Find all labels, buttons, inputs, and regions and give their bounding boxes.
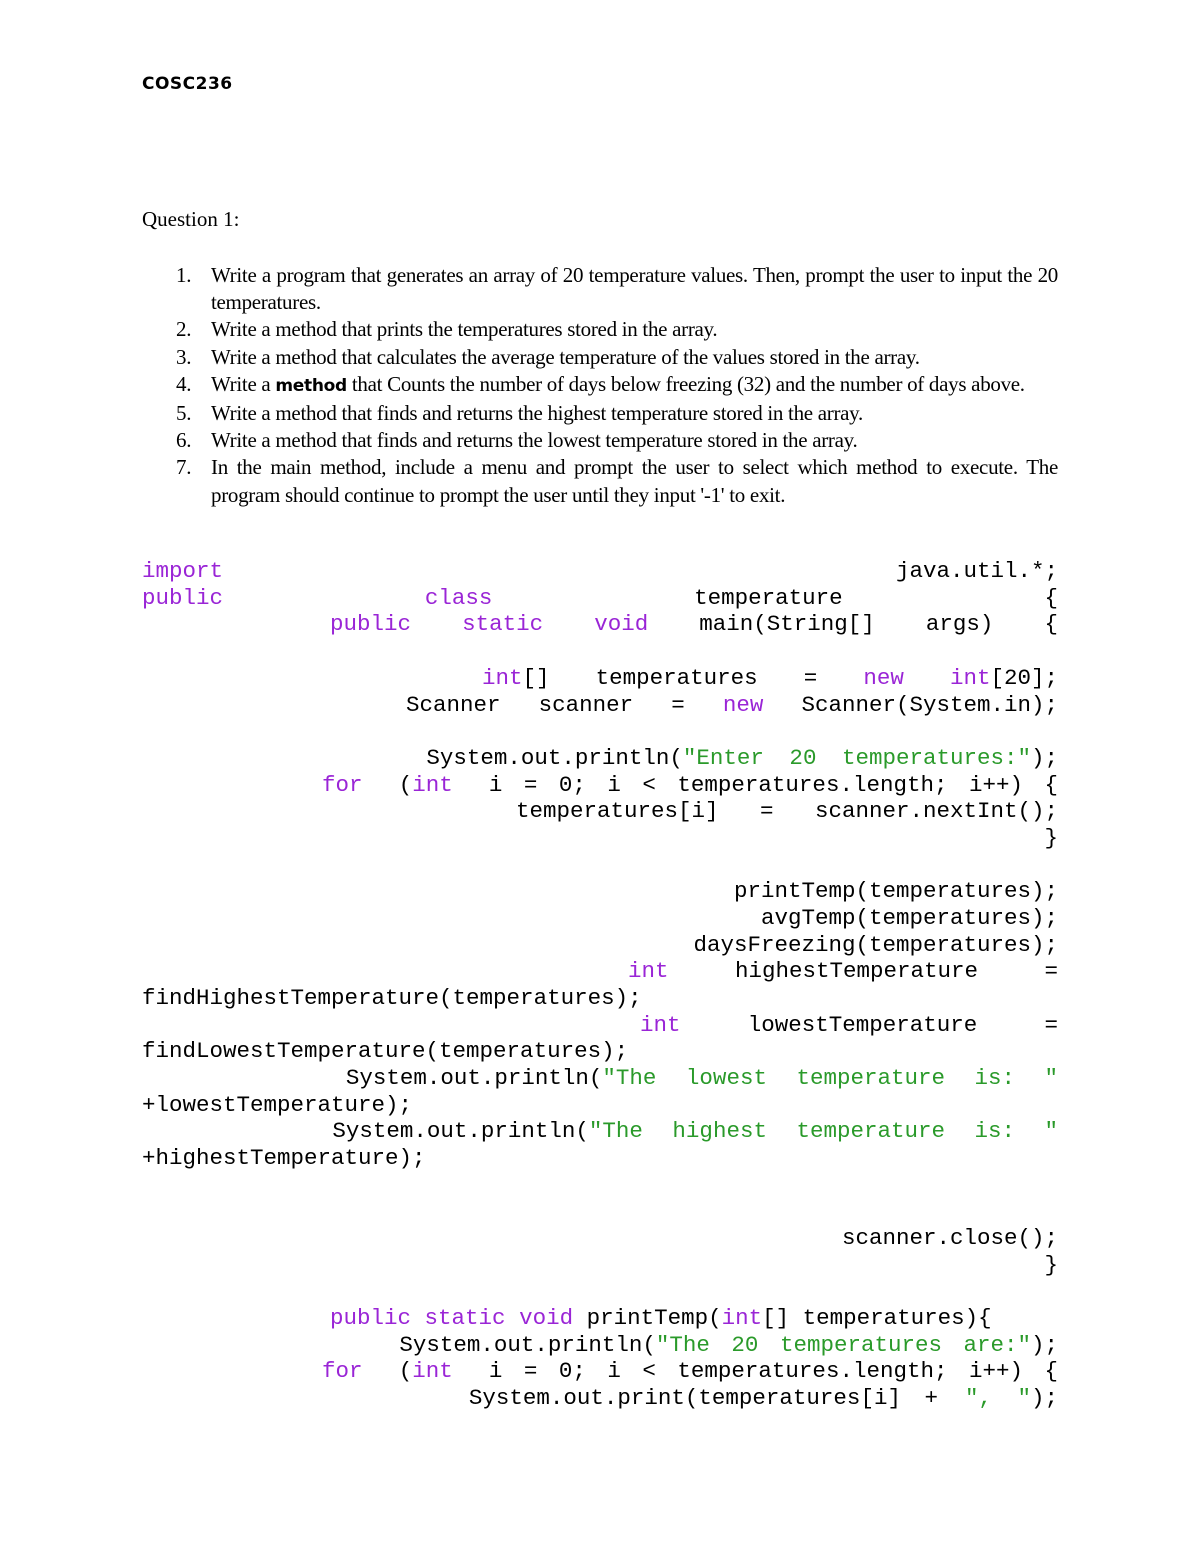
code-text: findHighestTemperature(temperatures); <box>142 985 642 1011</box>
code-text: scanner.close(); <box>841 1225 1058 1251</box>
item-text: Write a method that prints the temperatures stored in the array. <box>211 317 718 342</box>
code-keyword: void <box>594 611 649 637</box>
code-keyword: public <box>142 585 224 611</box>
item-number: 4. <box>176 371 192 396</box>
code-keyword: static <box>462 611 544 637</box>
code-line-highest-call <box>142 985 1058 1011</box>
code-text: System.out.println( <box>426 745 683 771</box>
code-keyword: import <box>142 558 224 584</box>
course-header: COSC236 <box>142 74 233 94</box>
code-line-call-days <box>142 932 1058 958</box>
code-line-lowest-call <box>142 1038 1058 1064</box>
code-text: { <box>1044 611 1058 637</box>
code-text: java.util.*; <box>895 558 1058 584</box>
code-line-array-decl <box>482 665 1058 691</box>
code-text: = <box>1044 1012 1058 1038</box>
code-line-print-item <box>142 1385 1058 1411</box>
code-line-scanner-close <box>142 1225 1058 1251</box>
item-number: 2. <box>176 317 192 342</box>
list-item <box>142 427 1058 454</box>
list-item <box>142 371 1058 400</box>
code-line-main <box>330 611 1058 637</box>
list-item <box>142 262 1058 316</box>
item-number: 7. <box>176 455 192 480</box>
code-text: main(String[] <box>699 611 875 637</box>
item-text-after: that Counts the number of days below freezing (32) and the number of days above. <box>351 371 1025 396</box>
code-text: System.out.println( <box>332 1118 589 1144</box>
item-text: Write a method that calculates the average temperature of the values stored in the array. <box>211 344 920 369</box>
code-line-lowest-decl <box>640 1012 1058 1038</box>
code-keyword: int <box>482 665 523 691</box>
list-item <box>142 316 1058 343</box>
code-keyword: class <box>424 585 493 611</box>
code-text: Scanner <box>406 692 501 718</box>
code-text: = <box>1044 958 1058 984</box>
code-text: daysFreezing(temperatures); <box>693 932 1058 958</box>
code-text: printTemp( <box>586 1305 722 1331</box>
code-text: [] <box>522 665 550 691</box>
code-text: [20]; <box>990 665 1058 691</box>
code-line-scanner <box>406 692 1058 718</box>
item-number: 5. <box>176 401 192 426</box>
code-text: ); <box>1030 1385 1058 1411</box>
code-text: avgTemp(temperatures); <box>760 905 1058 931</box>
code-text: scanner.nextInt(); <box>814 798 1058 824</box>
item-text: Write a method that finds and returns the lowest temperature stored in the array. <box>211 428 858 453</box>
item-number: 1. <box>176 263 192 287</box>
code-keyword: int <box>412 1358 453 1384</box>
code-text: temperature <box>694 585 843 611</box>
code-text: +lowestTemperature); <box>142 1092 413 1118</box>
code-keyword: for <box>322 1358 363 1384</box>
code-text: } <box>1044 1252 1058 1278</box>
code-text: System.out.println( <box>399 1332 656 1358</box>
code-text: scanner <box>538 692 634 718</box>
code-text: } <box>1044 825 1058 851</box>
code-keyword: int <box>949 665 991 691</box>
item-number: 6. <box>176 428 192 453</box>
code-text: ); <box>1030 745 1058 771</box>
code-string: "Enter 20 temperatures:" <box>682 745 1031 771</box>
code-text: temperatures[i] <box>516 798 719 824</box>
code-text: = <box>759 798 774 824</box>
item-text: Write a program that generates an array of 20 temperature values. Then, prompt the user to input the 20 temperatures. <box>211 263 1058 315</box>
code-text: ( <box>398 1358 413 1384</box>
code-string: "The 20 temperatures are:" <box>655 1332 1031 1358</box>
question-list <box>142 262 1058 509</box>
code-line-for1 <box>322 772 1058 798</box>
item-text-before: Write a <box>211 371 271 396</box>
question-title: Question 1: <box>142 207 240 231</box>
item-number: 3. <box>176 344 192 369</box>
code-keyword: int <box>412 772 453 798</box>
code-keyword: void <box>519 1305 574 1331</box>
code-text: = <box>671 692 685 718</box>
code-text: System.out.print(temperatures[i] + <box>468 1385 938 1411</box>
code-keyword: for <box>322 772 363 798</box>
code-text: { <box>1044 585 1058 611</box>
code-text: i = 0; i < temperatures.length; i++) { <box>488 772 1058 798</box>
code-text: highestTemperature <box>734 958 979 984</box>
code-line-print-lowest-end <box>142 1092 1058 1118</box>
code-keyword: int <box>640 1012 681 1038</box>
code-text: findLowestTemperature(temperatures); <box>142 1038 629 1064</box>
code-text: System.out.println( <box>345 1065 603 1091</box>
code-keyword: int <box>721 1305 763 1331</box>
item-bold-word: method <box>275 375 347 396</box>
item-text: In the main method, include a menu and prompt the user to select which method to execute. The program should continue to prompt the user until they input '-1' to exit. <box>211 455 1058 507</box>
code-text: +highestTemperature); <box>142 1145 426 1171</box>
code-line-print-highest-end <box>142 1145 1058 1171</box>
code-string: ", " <box>964 1385 1031 1411</box>
code-text: = <box>803 665 818 691</box>
list-item <box>142 400 1058 427</box>
code-keyword: new <box>863 665 904 691</box>
code-string: "The lowest temperature is: " <box>602 1065 1058 1091</box>
code-line-printtemp-println <box>142 1332 1058 1358</box>
code-keyword: int <box>628 958 669 984</box>
list-item <box>142 454 1058 508</box>
code-text: Scanner(System.in); <box>801 692 1058 718</box>
code-line-call-avg <box>142 905 1058 931</box>
code-line-enter <box>142 745 1058 771</box>
code-text: printTemp(temperatures); <box>733 878 1058 904</box>
code-line-close-main <box>142 1252 1058 1278</box>
code-keyword: static <box>424 1305 506 1331</box>
code-string: "The highest temperature is: " <box>588 1118 1058 1144</box>
code-keyword: public <box>330 1305 412 1331</box>
code-text: [] temperatures){ <box>762 1305 992 1331</box>
item-text: Write a method that finds and returns the highest temperature stored in the array. <box>211 401 863 426</box>
code-line-highest-decl <box>628 958 1058 984</box>
code-line-printtemp-sig <box>330 1305 1058 1331</box>
code-line-assign <box>516 798 1058 824</box>
code-line-close-for1 <box>142 825 1058 851</box>
code-text: args) <box>925 611 994 637</box>
code-line-import <box>142 558 1058 584</box>
code-line-call-print <box>142 878 1058 904</box>
code-keyword: new <box>722 692 764 718</box>
code-line-for2 <box>322 1358 1058 1384</box>
code-text: i = 0; i < temperatures.length; i++) { <box>488 1358 1058 1384</box>
list-item <box>142 344 1058 371</box>
code-text: ( <box>398 772 413 798</box>
code-keyword: public <box>330 611 412 637</box>
code-text: temperatures <box>595 665 758 691</box>
code-line-class <box>142 585 1058 611</box>
code-text: ); <box>1030 1332 1058 1358</box>
code-line-print-highest <box>330 1118 1058 1144</box>
code-line-print-lowest <box>340 1065 1058 1091</box>
code-text: lowestTemperature <box>747 1012 978 1038</box>
